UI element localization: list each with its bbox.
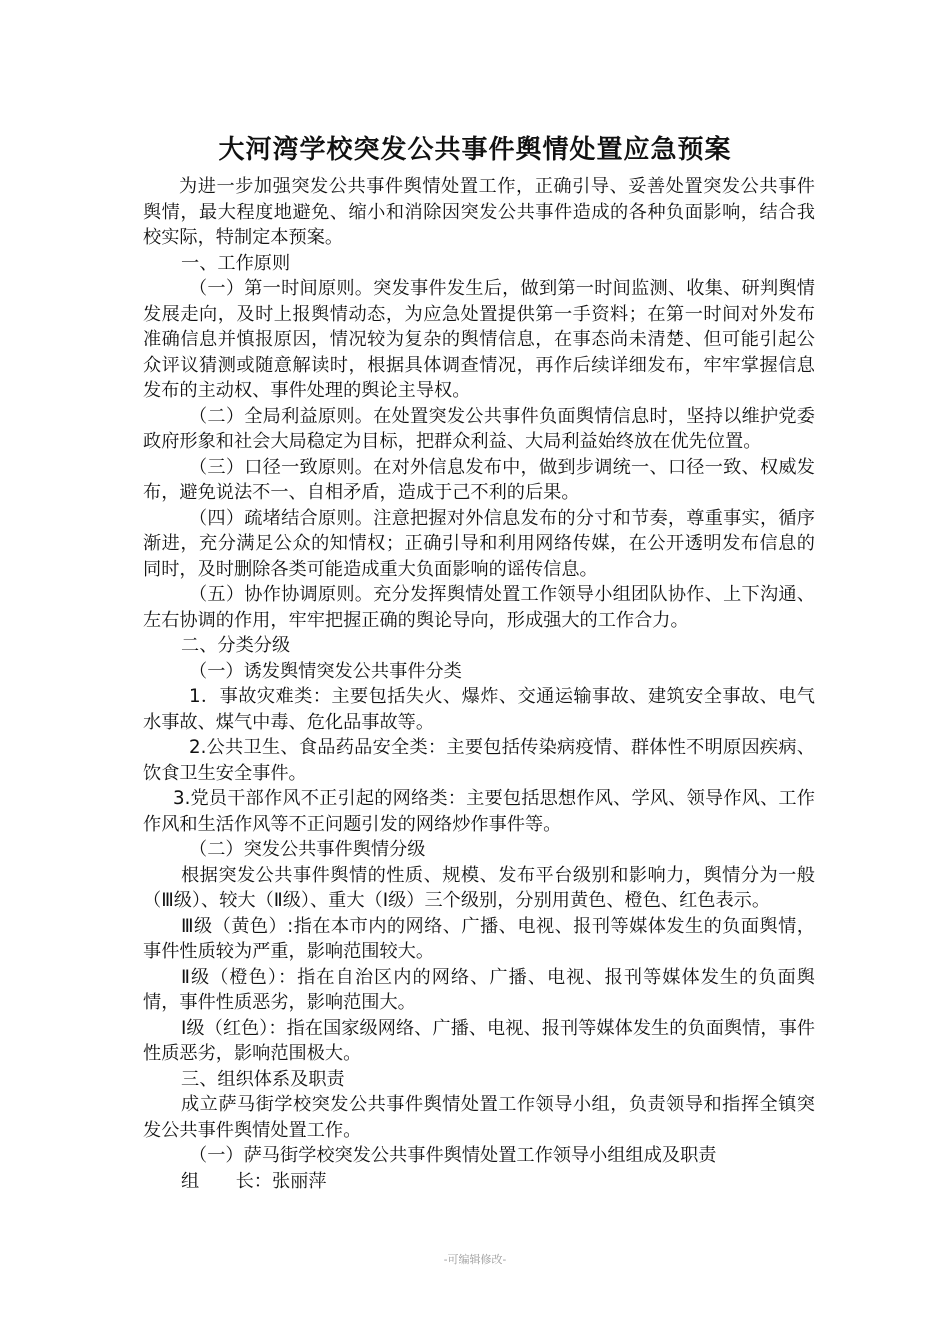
group-leader-line: 组 长：张丽萍 [181, 1170, 327, 1192]
intro-paragraph: 为进一步加强突发公共事件舆情处置工作，正确引导、妥善处置突发公共事件舆情，最大程度地避免、缩小和消除因突发公共事件造成的各种负面影响，结合我校实际，特制定本预案。 [143, 176, 815, 248]
page-footer: -可编辑修改- [443, 1253, 507, 1266]
level-2-paragraph: Ⅱ级（橙色）：指在自治区内的网络、广播、电视、报刊等媒体发生的负面舆情，事件性质恶劣，影响范围大。 [143, 966, 815, 1013]
subsection-levels: （二）突发公共事件舆情分级 [189, 839, 426, 860]
event-type-3-paragraph: 3.党员干部作风不正引起的网络类：主要包括思想作风、学风、领导作风、工作作风和生活作风等不正问题引发的网络炒作事件等。 [143, 788, 815, 835]
subsection-group-composition: （一）萨马街学校突发公共事件舆情处置工作领导小组组成及职责 [189, 1145, 717, 1166]
page-title: 大河湾学校突发公共事件舆情处置应急预案 [218, 135, 732, 165]
event-type-1-paragraph: 1．事故灾难类：主要包括失火、爆炸、交通运输事故、建筑安全事故、电气水事故、煤气中毒、危化品事故等。 [143, 686, 815, 733]
event-type-2-paragraph: 2.公共卫生、食品药品安全类：主要包括传染病疫情、群体性不明原因疾病、饮食卫生安全事件。 [143, 737, 815, 784]
level-1-paragraph: Ⅰ级（红色）：指在国家级网络、广播、电视、报刊等媒体发生的负面舆情，事件性质恶劣，影响范围极大。 [143, 1017, 815, 1064]
document-body [143, 174, 815, 1194]
organization-paragraph: 成立萨马街学校突发公共事件舆情处置工作领导小组，负责领导和指挥全镇突发公共事件舆情处置工作。 [143, 1094, 815, 1141]
principle-4-paragraph: （四）疏堵结合原则。注意把握对外信息发布的分寸和节奏，尊重事实，循序渐进，充分满足公众的知情权；正确引导和利用网络传媒，在公开透明发布信息的同时，及时删除各类可能造成重大负面影响的谣传信息。 [143, 507, 815, 580]
levels-intro-paragraph: 根据突发公共事件舆情的性质、规模、发布平台级别和影响力，舆情分为一般（Ⅲ级）、较大（Ⅱ级）、重大（Ⅰ级）三个级别，分别用黄色、橙色、红色表示。 [143, 864, 815, 911]
subsection-event-types: （一）诱发舆情突发公共事件分类 [189, 660, 462, 682]
level-3-paragraph: Ⅲ级（黄色）:指在本市内的网络、广播、电视、报刊等媒体发生的负面舆情，事件性质较为严重，影响范围较大。 [143, 915, 815, 962]
section-heading-organization: 三、组织体系及职责 [181, 1068, 345, 1090]
section-heading-classification: 二、分类分级 [181, 635, 291, 656]
principle-1-paragraph: （一）第一时间原则。突发事件发生后，做到第一时间监测、收集、研判舆情发展走向，及时上报舆情动态，为应急处置提供第一手资料；在第一时间对外发布准确信息并慎报原因，情况较为复杂的舆情信息，在事态尚未清楚、但可能引起公众评议猜测或随意解读时，根据具体调查情况，再作后续详细发布，牢牢掌握信息发布的主动权、事件处理的舆论主导权。 [143, 278, 815, 401]
section-heading-principles: 一、工作原则 [181, 252, 291, 274]
principle-5-paragraph: （五）协作协调原则。充分发挥舆情处置工作领导小组团队协作、上下沟通、左右协调的作用，牢牢把握正确的舆论导向，形成强大的工作合力。 [143, 584, 815, 631]
principle-3-paragraph: （三）口径一致原则。在对外信息发布中，做到步调统一、口径一致、权威发布，避免说法不一、自相矛盾，造成于己不利的后果。 [143, 456, 815, 503]
principle-2-paragraph: （二）全局利益原则。在处置突发公共事件负面舆情信息时，坚持以维护党委政府形象和社会大局稳定为目标，把群众利益、大局利益始终放在优先位置。 [143, 405, 815, 452]
